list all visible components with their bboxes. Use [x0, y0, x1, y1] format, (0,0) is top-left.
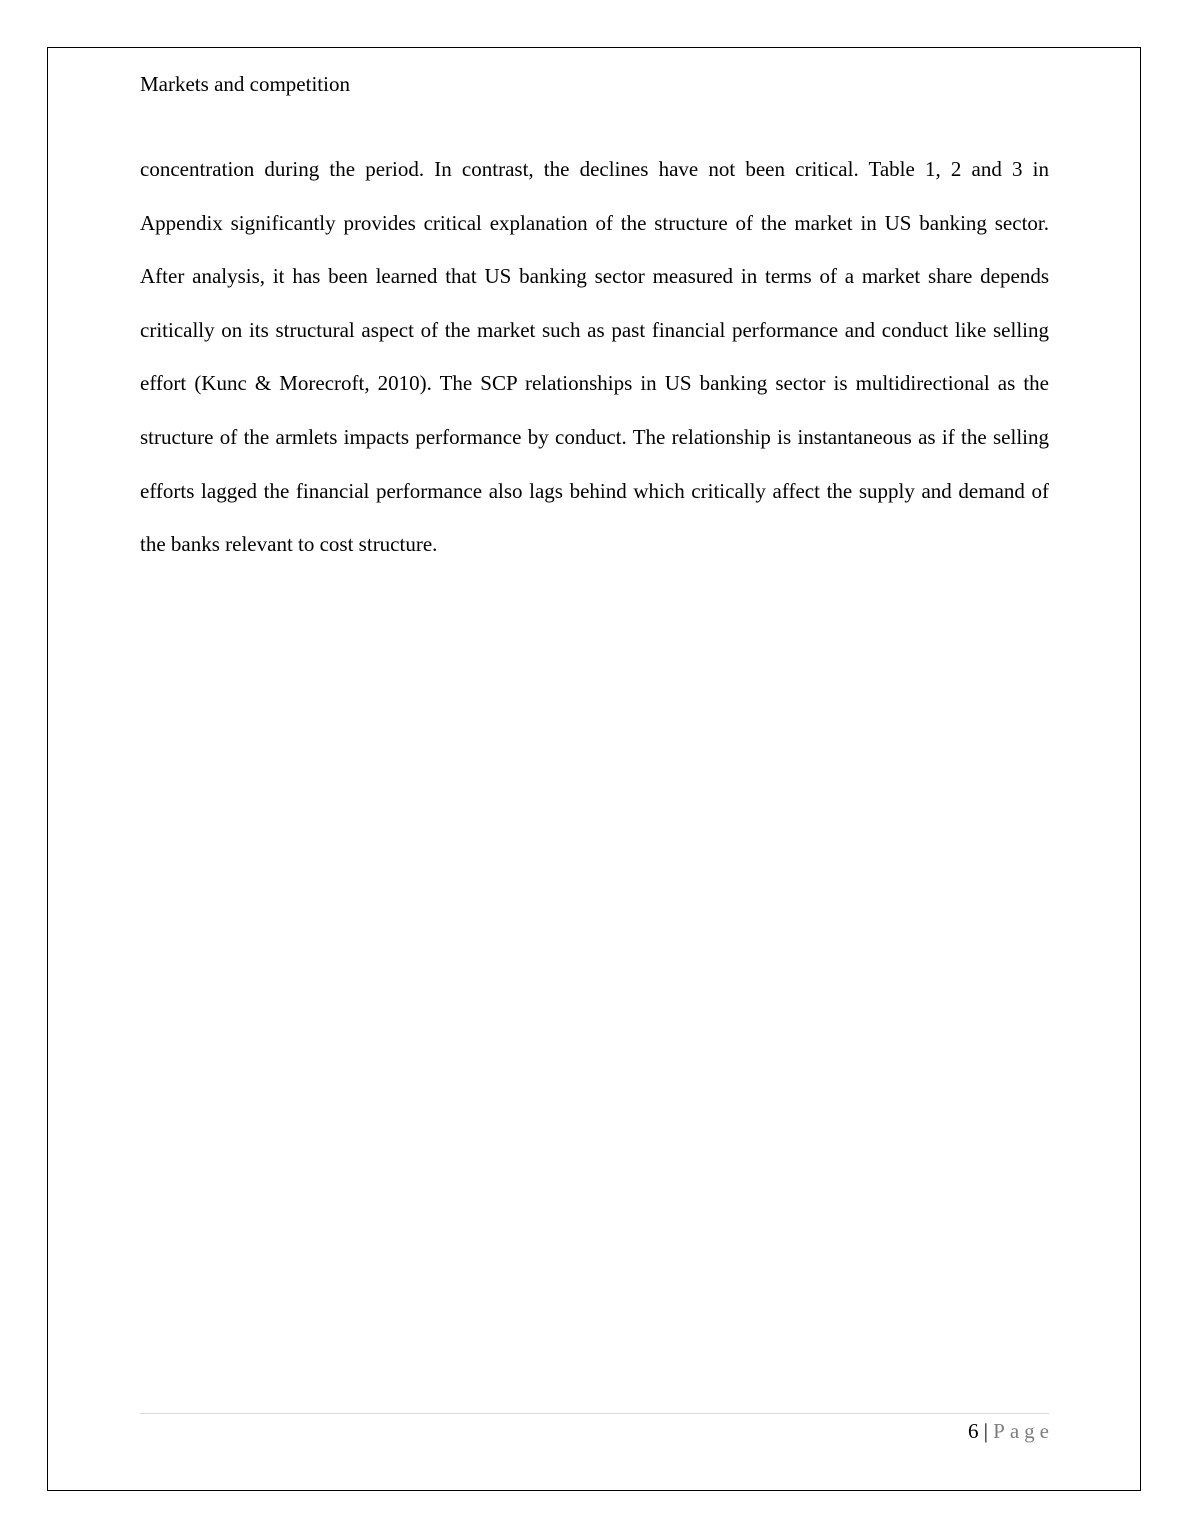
page-label: Page	[993, 1419, 1054, 1443]
page-footer	[967, 1417, 1054, 1445]
body-paragraph: concentration during the period. In contrast, the declines have not been critical. Table 1, 2 and 3 in Appendix significantly provides critical explanation of the structure of the market in US banking sector. After analysis, it has been learned that US banking sector measured in terms of a market share depends critically on its structural aspect of the market such as past financial performance and conduct like selling effort (Kunc & Morecroft, 2010). The SCP relationships in US banking sector is multidirectional as the structure of the armlets impacts performance by conduct. The relationship is instantaneous as if the selling efforts lagged the financial performance also lags behind which critically affect the supply and demand of the banks relevant to cost structure.	[140, 157, 1049, 557]
page-separator: |	[983, 1419, 988, 1443]
page-number: 6	[967, 1419, 979, 1443]
footer-divider	[140, 1413, 1049, 1414]
running-header: Markets and competition	[140, 72, 350, 96]
